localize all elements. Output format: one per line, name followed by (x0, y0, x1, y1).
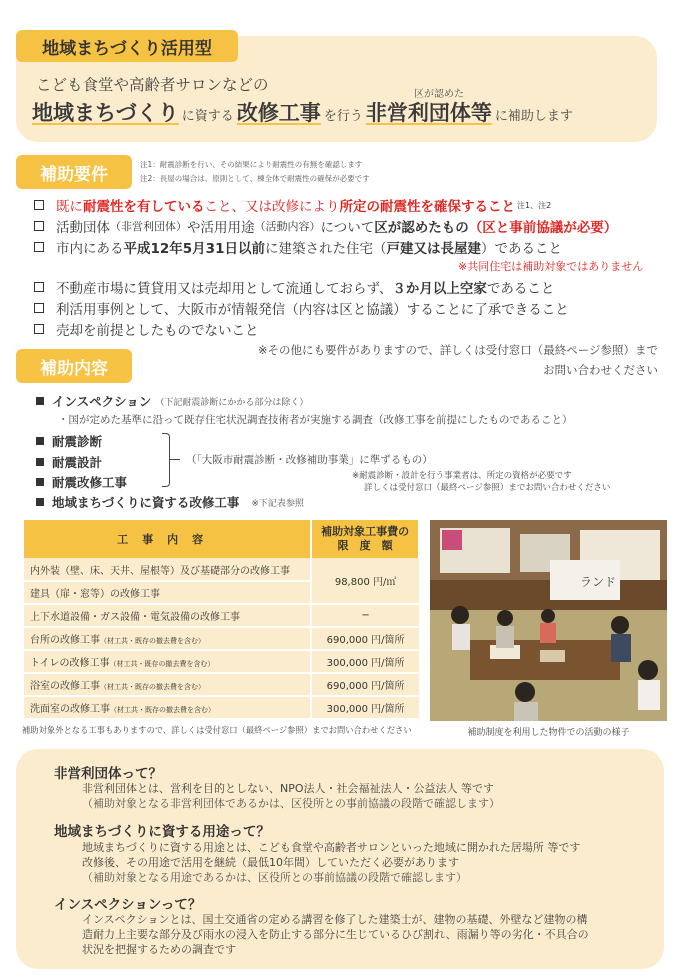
cell-sub: （材工共・既存の撤去費を含む） (100, 683, 205, 691)
requirement-item (34, 319, 259, 339)
req-text: であること (486, 281, 555, 297)
answer-line: （補助対象となる非営利団体であるかは、区役所との事前協議の段階で確認します） (82, 797, 500, 810)
bullet-icon (36, 397, 44, 405)
req-text: 活動団体 (56, 220, 110, 236)
req-text: ）であること (480, 241, 562, 257)
answer-line: 非営利団体とは、営利を目的としない、NPO法人・社会福祉法人・公益法人 等です (82, 782, 495, 795)
checkbox-icon (34, 324, 44, 334)
intro-text: こども食堂や高齢者サロンなどの (36, 76, 269, 94)
bracket-text: （「大阪市耐震診断・改修補助事業」に準ずるもの） (186, 454, 433, 466)
cell-sub: （材工共・既存の撤去費を含む） (110, 706, 215, 714)
faq-question: インスペクションって？ (54, 897, 202, 913)
req-footnote-ref: 注1、注2 (517, 200, 552, 210)
bracket (162, 433, 170, 487)
design-note (352, 470, 610, 494)
answer-line: 地域まちづくりに資する用途とは、こども食堂や高齢者サロンといった地域に開かれた居場所 等です (82, 841, 581, 854)
note-1: 注1：耐震診断を行い、その結果により耐震性の有無を確認します (140, 160, 363, 169)
table-header: 工事内容 (24, 520, 311, 558)
cell-text: 浴室の改修工事 (30, 681, 100, 692)
req-text: 戸建又は長屋建 (386, 241, 481, 257)
bullet-icon (36, 498, 44, 506)
bracket-tick (170, 459, 180, 460)
table-row (24, 673, 419, 696)
req-text: （区と事前協議が必要） (468, 220, 618, 236)
section-heading-content: 補助内容 (16, 349, 132, 383)
answer-line: 改修後、その用途で活用を継続（最低10年間）していただく必要があります (82, 856, 459, 869)
req-text: 区が認めたもの (374, 220, 469, 236)
headline (32, 97, 576, 127)
req-text: 所定の耐震性を確保すること (339, 199, 515, 215)
content-item (36, 432, 102, 450)
requirement-item (34, 237, 562, 257)
answer-line: 状況を把握するための調査です (82, 943, 236, 956)
faq-question: 地域まちづくりに資する用途って？ (54, 824, 270, 840)
cell-text: 台所の改修工事 (30, 635, 100, 646)
req-text: 不動産市場に賃貸用又は売却用として流通しておらず、 (56, 281, 393, 297)
req-text: 売却を前提としたものでないこと (56, 323, 259, 339)
checkbox-icon (34, 221, 44, 231)
item-label: 耐震改修工事 (52, 475, 128, 490)
answer-line: インスペクションとは、国土交通省の定める講習を修了した建築士が、建物の基礎、外壁など建物の構 (82, 913, 588, 926)
req-text: （活動内容） (254, 220, 321, 233)
table-row (24, 558, 419, 581)
note-line: ※その他にも要件がありますので、詳しくは受付窓口（最終ページ参照）まで (257, 343, 658, 357)
table-cell: 300,000 円/箇所 (311, 696, 419, 719)
requirement-item (34, 277, 554, 297)
headline-part: に補助します (494, 109, 573, 124)
requirement-item (34, 298, 569, 318)
header-line: 補助対象工事費の (321, 525, 410, 538)
table-row (24, 650, 419, 673)
cell-text: トイレの改修工事 (30, 658, 110, 669)
table-note: 補助対象外となる工事もありますので、詳しくは受付窓口（最終ページ参照）までお問い合わせください (22, 725, 412, 735)
content-item (36, 473, 127, 491)
checkbox-icon (34, 282, 44, 292)
headline-part: 非営利団体等 (365, 101, 492, 125)
content-item (36, 392, 308, 410)
bullet-icon (36, 437, 44, 445)
table-cell: − (311, 604, 419, 627)
table-cell: 内外装（壁、床、天井、屋根等）及び基礎部分の改修工事 (24, 558, 311, 581)
table-cell (24, 696, 311, 719)
headline-part: 改修工事 (236, 101, 321, 125)
req-text: や活用用途 (187, 220, 255, 236)
item-sub: （下記耐震診断にかかる部分は除く） (155, 397, 309, 408)
item-label: 地域まちづくりに資する改修工事 (52, 495, 240, 510)
photo-illustration (430, 520, 667, 721)
checkbox-icon (34, 303, 44, 313)
content-item (36, 453, 102, 471)
subsidy-table (24, 520, 420, 720)
req-text: について (320, 220, 375, 236)
red-note: ※共同住宅は補助対象ではありません (458, 260, 644, 273)
table-cell: 98,800 円/㎡ (311, 558, 419, 604)
note-2: 注2：長屋の場合は、原則として、棟全体で耐震性の確保が必要です (140, 174, 370, 183)
checkbox-icon (34, 200, 44, 210)
table-cell: 300,000 円/箇所 (311, 650, 419, 673)
note-line: お問い合わせください (543, 363, 658, 377)
req-text: に建築された住宅（ (264, 241, 387, 257)
photo-caption: 補助制度を利用した物件での活動の様子 (467, 728, 630, 738)
requirement-item (34, 195, 551, 215)
table-cell (24, 627, 311, 650)
bullet-icon (36, 458, 44, 466)
table-row (24, 604, 419, 627)
faq-answer (82, 912, 589, 957)
req-text: 利活用事例として、大阪市が情報発信（内容は区と協議）することに了承できること (56, 302, 569, 318)
table-cell: 建具（扉・窓等）の改修工事 (24, 581, 311, 604)
faq-answer (82, 840, 580, 885)
answer-line: （補助対象となる用途であるかは、区役所との事前協議の段階で確認します） (82, 871, 467, 884)
bullet-icon (36, 478, 44, 486)
header-line: 限 度 額 (337, 539, 393, 552)
note-line: ※耐震診断・設計を行う事業者は、所定の資格が必要です (352, 471, 572, 481)
checkbox-icon (34, 242, 44, 252)
table-cell: 上下水道設備・ガス設備・電気設備の改修工事 (24, 604, 311, 627)
req-text: 平成12年5月31日以前 (123, 241, 265, 257)
headline-part: を行う (323, 109, 363, 124)
req-text: ３か月以上空家 (392, 281, 487, 297)
item-label: 耐震設計 (52, 455, 103, 470)
answer-line: 造耐力上主要な部分及び雨水の浸入を防止する部分に生じているひび割れ、雨漏り等の劣化・不具合の (82, 928, 589, 941)
item-sub: ※下記表参照 (251, 498, 304, 509)
board-text: ランド (580, 575, 617, 589)
note-line: 詳しくは受付窓口（最終ページ参照）までお問い合わせください (364, 483, 611, 493)
content-item (36, 493, 304, 511)
requirement-item (34, 216, 617, 236)
cell-sub: （材工共・既存の撤去費を含む） (100, 637, 205, 645)
cell-text: 洗面室の改修工事 (30, 704, 110, 715)
table-cell (24, 673, 311, 696)
activity-photo (430, 520, 667, 721)
req-text: 耐震性を有している (83, 199, 205, 215)
cell-sub: （材工共・既存の撤去費を含む） (109, 660, 215, 668)
req-text: こと、又は改修により (204, 199, 340, 215)
headline-part: 地域まちづくり (32, 101, 179, 125)
item-label: インスペクション (52, 394, 152, 409)
page-title: 地域まちづくり活用型 (16, 30, 238, 62)
inspection-detail: ・国が定めた基準に沿って既存住宅状況調査技術者が実施する調査（改修工事を前提にしたものであること） (58, 414, 573, 426)
other-requirements-note (240, 340, 658, 380)
req-text: 既に (56, 199, 83, 215)
faq-question: 非営利団体って？ (54, 766, 162, 782)
ruby-annotation: 区が認めた (414, 89, 464, 100)
req-text: 市内にある (56, 241, 124, 257)
table-cell: 690,000 円/箇所 (311, 673, 419, 696)
table-cell: 690,000 円/箇所 (311, 627, 419, 650)
item-label: 耐震診断 (52, 434, 103, 449)
section-heading-requirements: 補助要件 (16, 155, 132, 189)
table-header (311, 520, 419, 558)
table-row (24, 696, 419, 719)
req-text: （非営利団体） (110, 220, 187, 233)
requirement-notes (140, 158, 370, 186)
faq-answer (82, 781, 500, 811)
table-row (24, 627, 419, 650)
table-cell (24, 650, 311, 673)
headline-part: に資する (181, 109, 234, 124)
